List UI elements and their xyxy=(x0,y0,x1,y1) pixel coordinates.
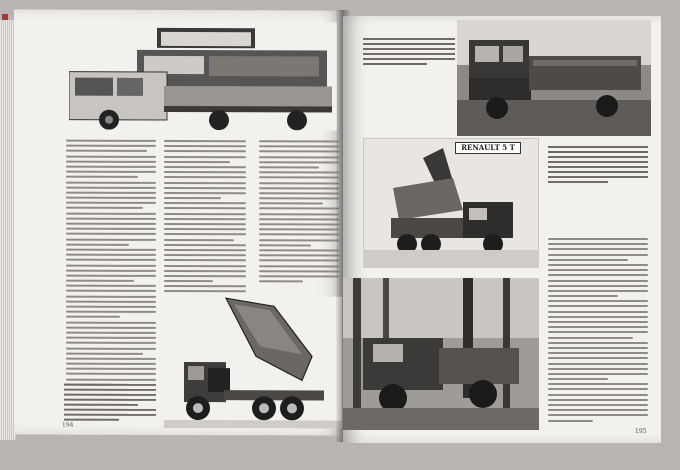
renault-tonnage-text: 5 T xyxy=(502,143,515,152)
photo-bus-truck xyxy=(69,22,337,131)
photo-forest-truck xyxy=(343,278,539,430)
photo-tipper-truck xyxy=(164,296,342,429)
tipper-caption xyxy=(64,384,156,424)
middle-column-text xyxy=(164,140,246,296)
right-page xyxy=(343,16,661,443)
renault-brand-text: RENAULT xyxy=(461,143,500,152)
left-page-number: 194 xyxy=(62,421,74,429)
photo-flatbed-truck xyxy=(457,20,651,136)
right-page-text xyxy=(548,238,648,425)
ad-caption xyxy=(548,146,648,186)
renault-ad-badge xyxy=(455,142,521,154)
left-column-text xyxy=(66,140,156,389)
left-page xyxy=(14,9,344,435)
right-page-number: 195 xyxy=(635,428,647,435)
right-column-text xyxy=(259,140,339,286)
photo-dump-truck-ad xyxy=(363,138,539,268)
flatbed-caption xyxy=(363,38,455,68)
